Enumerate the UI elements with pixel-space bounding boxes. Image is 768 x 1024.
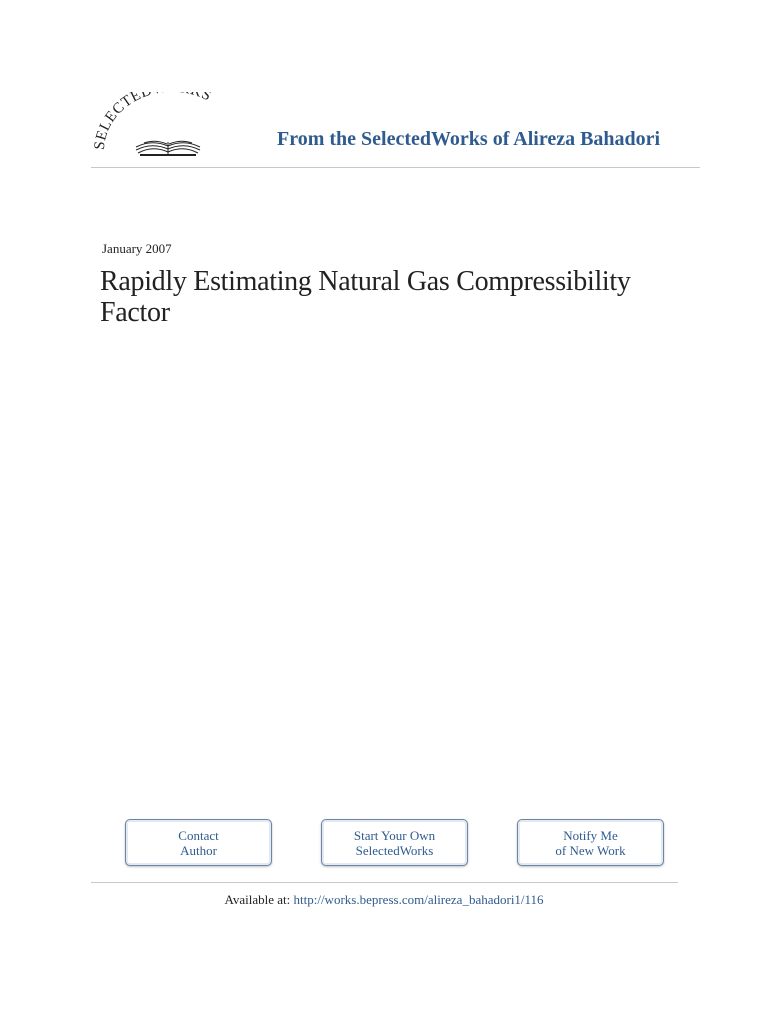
availability-line [0,892,768,908]
publication-date: January 2007 [102,241,172,256]
notify-new-work-button[interactable] [517,819,664,866]
footer-divider [91,882,678,883]
notify-new-work-label-line2: of New Work [555,842,626,858]
selectedworks-logo [92,92,242,164]
header-title: From the SelectedWorks of Alireza Bahadori [277,128,661,150]
notify-new-work-label-line1: Notify Me [563,827,618,843]
start-selectedworks-label-line2: SelectedWorks [355,842,434,858]
selectedworks-logo-icon [92,92,242,164]
contact-author-button[interactable] [125,819,272,866]
start-selectedworks-button[interactable] [321,819,468,866]
header-divider [91,167,700,168]
document-title: Rapidly Estimating Natural Gas Compressibility Factor [100,266,631,328]
work-url-link[interactable]: http://works.bepress.com/alireza_bahadori1/116 [293,892,544,907]
contact-author-label-line2: Author [180,842,217,858]
contact-author-label-line1: Contact [178,827,219,843]
logo-text: SELECTE S [92,92,214,151]
start-selectedworks-label-line1: Start Your Own [353,827,436,843]
available-label: Available at: [224,892,291,907]
